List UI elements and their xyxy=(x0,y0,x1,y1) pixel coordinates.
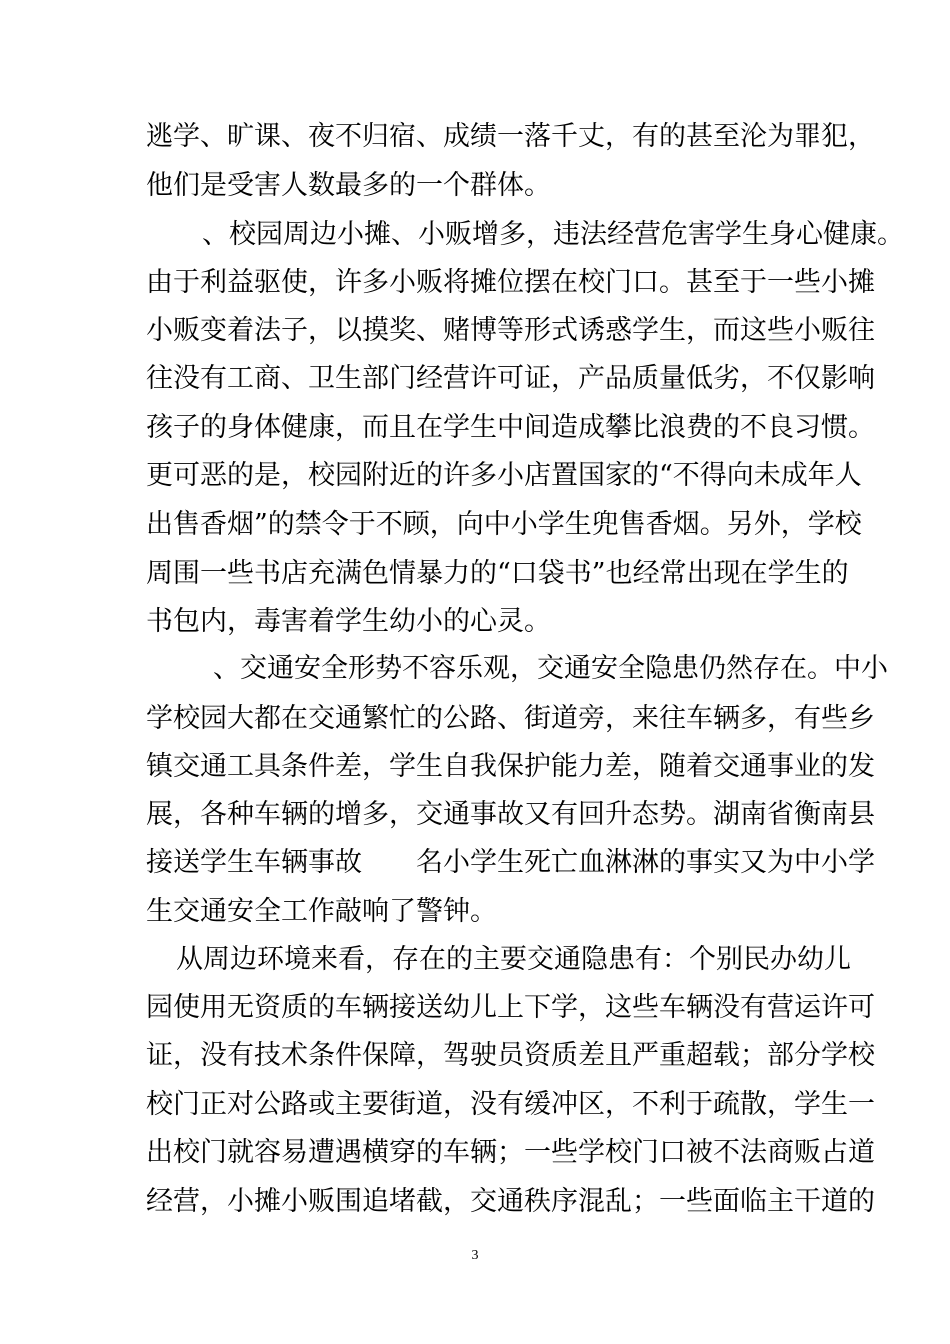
page-number: 3 xyxy=(471,1248,479,1263)
text-line: 逃学、旷课、夜不归宿、成绩一落千丈，有的甚至沦为罪犯， xyxy=(146,121,875,152)
text-line: 由于利益驱使，许多小贩将摊位摆在校门口。甚至于一些小摊 xyxy=(146,267,875,298)
text-line: 镇交通工具条件差，学生自我保护能力差，随着交通事业的发 xyxy=(146,751,875,782)
text-line: 往没有工商、卫生部门经营许可证，产品质量低劣，不仅影响 xyxy=(146,363,875,394)
text-line: 接送学生车辆事故 名小学生死亡血淋淋的事实又为中小学 xyxy=(146,847,875,878)
text-line: 他们是受害人数最多的一个群体。 xyxy=(146,170,551,201)
text-line: 校门正对公路或主要街道，没有缓冲区，不利于疏散，学生一 xyxy=(146,1089,875,1120)
text-line: 、交通安全形势不容乐观，交通安全隐患仍然存在。中小 xyxy=(213,653,888,684)
text-line: 出售香烟”的禁令于不顾，向中小学生兜售香烟。另外，学校 xyxy=(146,509,862,540)
text-line: 学校园大都在交通繁忙的公路、街道旁，来往车辆多，有些乡 xyxy=(146,703,875,734)
text-line: 出校门就容易遭遇横穿的车辆；一些学校门口被不法商贩占道 xyxy=(146,1137,875,1168)
text-line: 经营，小摊小贩围追堵截，交通秩序混乱；一些面临主干道的 xyxy=(146,1186,875,1217)
text-line: 孩子的身体健康，而且在学生中间造成攀比浪费的不良习惯。 xyxy=(146,412,875,443)
text-line: 小贩变着法子，以摸奖、赌博等形式诱惑学生，而这些小贩往 xyxy=(146,315,875,346)
text-line: 更可恶的是，校园附近的许多小店置国家的“不得向未成年人 xyxy=(146,460,862,491)
text-line: 书包内，毒害着学生幼小的心灵。 xyxy=(146,606,551,637)
text-line: 、校园周边小摊、小贩增多，违法经营危害学生身心健康。 xyxy=(202,219,904,250)
text-line: 生交通安全工作敲响了警钟。 xyxy=(146,896,497,927)
text-line: 园使用无资质的车辆接送幼儿上下学，这些车辆没有营运许可 xyxy=(146,992,875,1023)
text-line: 从周边环境来看，存在的主要交通隐患有：个别民办幼儿 xyxy=(176,944,851,975)
text-line: 展，各种车辆的增多，交通事故又有回升态势。湖南省衡南县 xyxy=(146,799,875,830)
text-line: 证，没有技术条件保障，驾驶员资质差且严重超载；部分学校 xyxy=(146,1040,875,1071)
text-line: 周围一些书店充满色情暴力的“口袋书”也经常出现在学生的 xyxy=(146,558,849,589)
